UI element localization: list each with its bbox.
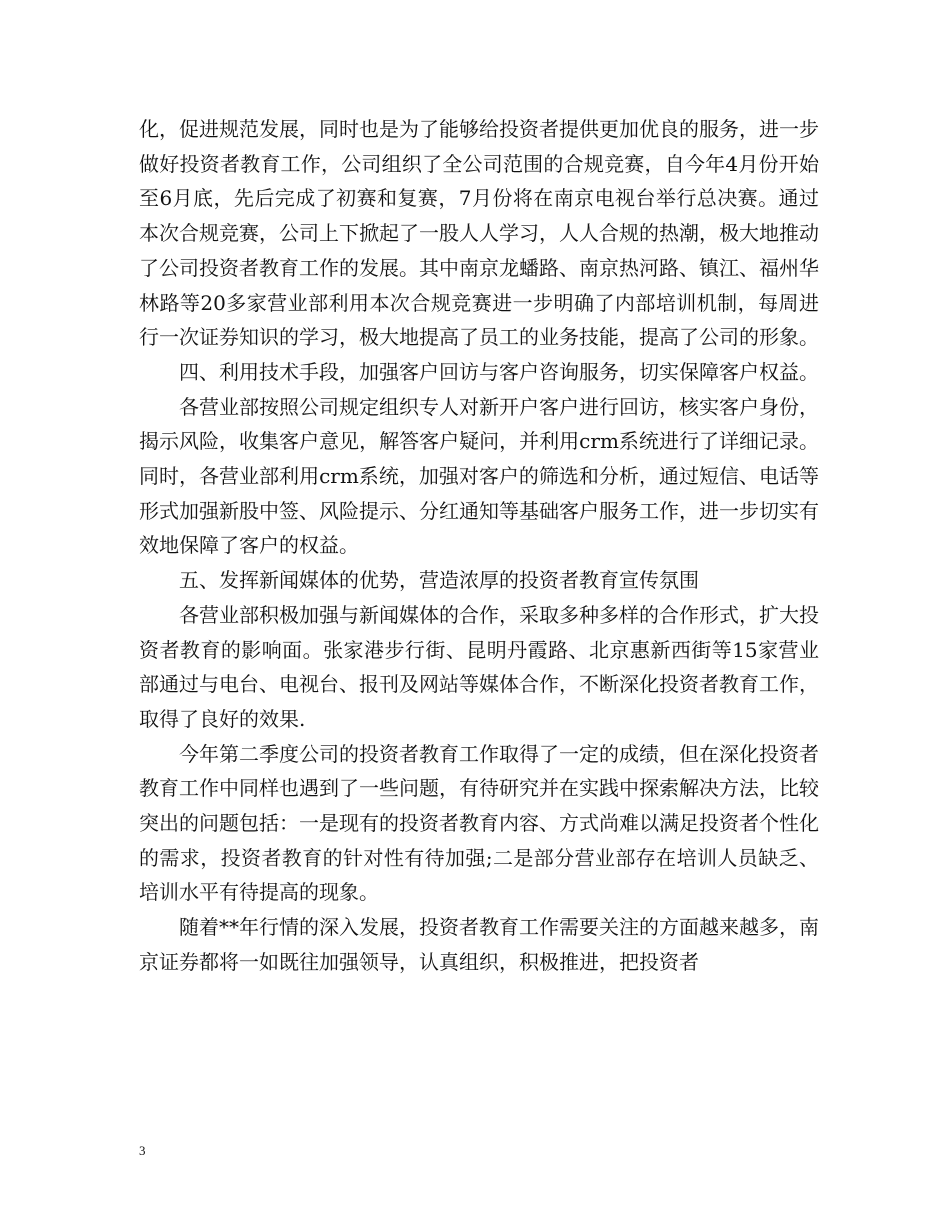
heading-section-four: 四、利用技术手段，加强客户回访与客户咨询服务，切实保障客户权益。	[179, 359, 819, 384]
paragraph-customer-visits: 各营业部按照公司规定组织专人对新开户客户进行回访，核实客户身份，揭示风险，收集客户意见，解答客户疑问，并利用crm系统进行了详细记录。同时，各营业部利用crm系统，加强对客户的筛选和分析，通过短信、电话等形式加强新股中签、风险提示、分红通知等基础客户服务工作，进一步切实有效地保障了客户的权益。	[139, 394, 819, 558]
paragraph-problems: 今年第二季度公司的投资者教育工作取得了一定的成绩，但在深化投资者教育工作中同样也遇到了一些问题，有待研究并在实践中探索解决方法，比较突出的问题包括：一是现有的投资者教育内容、方式尚难以满足投资者个性化的需求，投资者教育的针对性有待加强;二是部分营业部存在培训人员缺乏、培训水平有待提高的现象。	[139, 741, 819, 905]
paragraph-outlook: 随着**年行情的深入发展，投资者教育工作需要关注的方面越来越多，南京证券都将一如既往加强领导，认真组织，积极推进，把投资者	[139, 915, 819, 974]
document-body	[139, 112, 819, 980]
heading-section-five: 五、发挥新闻媒体的优势，营造浓厚的投资者教育宣传氛围	[179, 568, 699, 593]
paragraph-compliance-competition: 化，促进规范发展，同时也是为了能够给投资者提供更加优良的服务，进一步做好投资者教育工作，公司组织了全公司范围的合规竞赛，自今年4月份开始至6月底，先后完成了初赛和复赛，7月份将在南京电视台举行总决赛。通过本次合规竞赛，公司上下掀起了一股人人学习，人人合规的热潮，极大地推动了公司投资者教育工作的发展。其中南京龙蟠路、南京热河路、镇江、福州华林路等20多家营业部利用本次合规竞赛进一步明确了内部培训机制，每周进行一次证券知识的学习，极大地提高了员工的业务技能，提高了公司的形象。	[139, 117, 819, 350]
paragraph-media-cooperation: 各营业部积极加强与新闻媒体的合作，采取多种多样的合作形式，扩大投资者教育的影响面。张家港步行街、昆明丹霞路、北京惠新西街等15家营业部通过与电台、电视台、报刊及网站等媒体合作，不断深化投资者教育工作，取得了良好的效果.	[139, 602, 819, 731]
page-number: 3	[139, 1143, 146, 1158]
